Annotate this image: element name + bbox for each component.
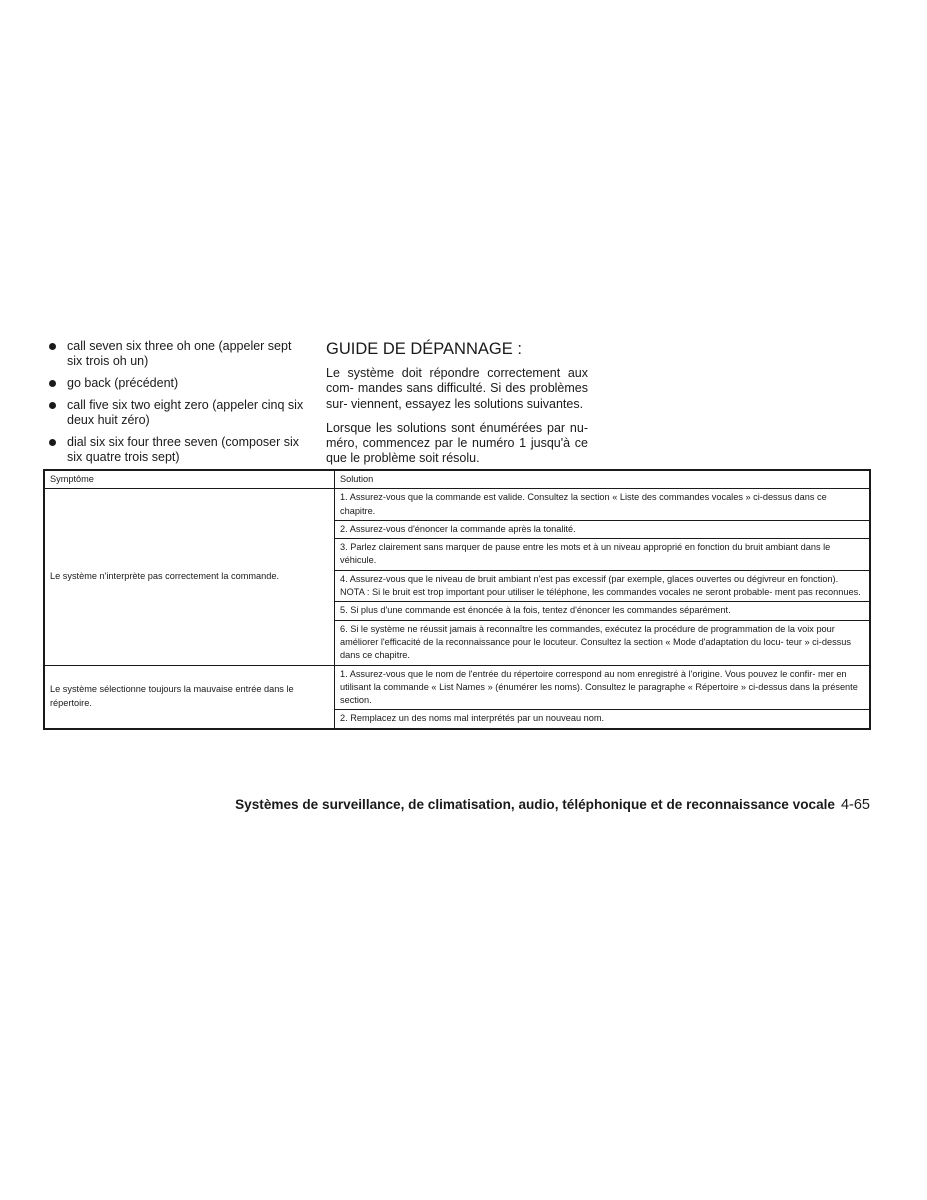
intro-paragraph: Lorsque les solutions sont énumérées par nu- méro, commencez par le numéro 1 jusqu'à ce que le problème soit résolu. [326,420,588,466]
bullet-icon [49,439,56,446]
table-row [44,665,870,710]
section-heading: GUIDE DE DÉPANNAGE : [326,340,522,358]
bullet-item [48,398,310,428]
table-row [44,489,870,521]
table-header-row [44,470,870,489]
bullet-text: call five six two eight zero (appeler cinq six deux huit zéro) [67,398,304,427]
bullet-text: go back (précédent) [67,376,179,390]
troubleshooting-table [43,469,871,730]
solution-cell: 5. Si plus d'une commande est énoncée à la fois, tentez d'énoncer les commandes séparément. [335,602,871,620]
bullet-icon [49,402,56,409]
solution-cell: 3. Parlez clairement sans marquer de pause entre les mots et à un niveau approprié en fonction du bruit ambiant dans le véhicule. [335,539,871,571]
header-solution: Solution [335,470,871,489]
bullet-icon [49,380,56,387]
symptom-cell: Le système sélectionne toujours la mauvaise entrée dans le répertoire. [44,665,335,729]
header-symptom: Symptôme [44,470,335,489]
solution-cell: 6. Si le système ne réussit jamais à reconnaître les commandes, exécutez la procédure de programmation de la voix pour améliorer l'efficacité de la reconnaissance pour le locuteur. Consultez la section « Mode d'adaptation du locu- teur » ci-dessus dans ce chapitre. [335,620,871,665]
solution-cell: 1. Assurez-vous que la commande est valide. Consultez la section « Liste des commandes vocales » ci-dessus dans ce chapitre. [335,489,871,521]
solution-cell: 1. Assurez-vous que le nom de l'entrée du répertoire correspond au nom enregistré à l'origine. Vous pouvez le confir- mer en utilisant la commande « List Names » (énumérer les noms). Consultez le paragraphe « Répertoire » ci-dessus dans la présente section. [335,665,871,710]
bullet-item [48,339,310,369]
bullet-text: call seven six three oh one (appeler sept six trois oh un) [67,339,292,368]
solution-cell: 2. Assurez-vous d'énoncer la commande après la tonalité. [335,520,871,538]
page-number: 4-65 [840,797,870,813]
bullet-item [48,435,310,465]
voice-command-examples [48,339,310,472]
troubleshooting-intro [326,338,588,476]
solution-cell: 2. Remplacez un des noms mal interprétés par un nouveau nom. [335,710,871,729]
page-footer [235,797,870,813]
intro-paragraph: Le système doit répondre correctement aux com- mandes sans difficulté. Si des problèmes sur- viennent, essayez les solutions suivantes. [326,366,588,411]
bullet-icon [49,343,56,350]
symptom-cell: Le système n'interprète pas correctement la commande. [44,489,335,665]
bullet-item [48,376,310,391]
bullet-text: dial six six four three seven (composer six six quatre trois sept) [67,435,300,464]
solution-cell: 4. Assurez-vous que le niveau de bruit ambiant n'est pas excessif (par exemple, glaces ouvertes ou dégivreur en fonction). NOTA : Si le bruit est trop important pour utiliser le téléphone, les commandes vocales ne seront probable- ment pas reconnues. [335,570,871,602]
footer-section-title: Systèmes de surveillance, de climatisation, audio, téléphonique et de reconnaissance vocale [235,797,835,812]
